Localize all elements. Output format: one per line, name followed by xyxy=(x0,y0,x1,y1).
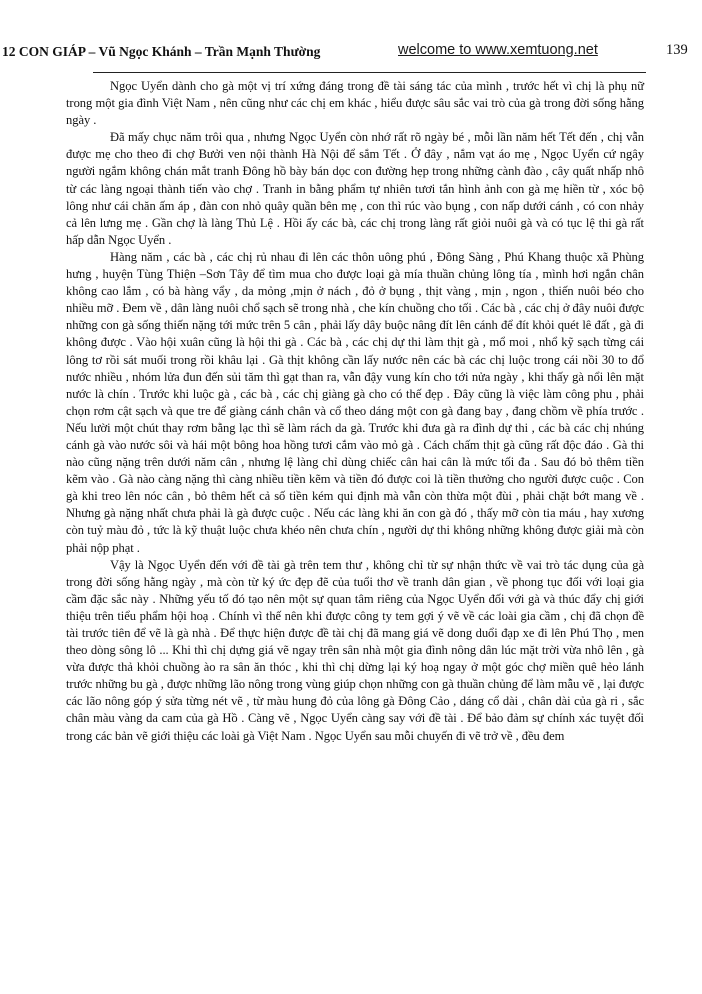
header-divider xyxy=(93,72,646,73)
website-link[interactable]: welcome to www.xemtuong.net xyxy=(398,42,598,58)
paragraph: Ngọc Uyển dành cho gà một vị trí xứng đáng trong đề tài sáng tác của mình , trước hết vì chị là phụ nữ trong một gia đình Việt Nam , nên cũng như các chị em khác , hiểu được sâu sắc vai trò của gà trong đời sống hằng ngày . xyxy=(66,79,644,128)
paragraph: Đã mấy chục năm trôi qua , nhưng Ngọc Uyển còn nhớ rất rõ ngày bé , mỗi lần năm hết Tết đến , chị vẫn được mẹ cho theo đi chợ Bưởi ven nội thành Hà Nội để sắm Tết . Ở đây , nắm vạt áo mẹ , Ngọc Uyển cứ ngây người ngắm không chán mắt tranh Đông hồ bày bán dọc con đường hẹp trong những cành đào , cây quất nhấp nhô từ các làng ngoại thành tiến vào chợ . Tranh in bằng phẩm tự nhiên tươi tắn hình ảnh con gà mẹ hiền từ , xóc bộ lông như cái chăn ấm áp , đàn con nhỏ quây quần bên mẹ , con thì rúc vào bụng , con nấp dưới cánh , có con nhảy cả lên lưng mẹ . Gần chợ là làng Thủ Lệ . Hồi ấy các bà, các chị trong làng rất giỏi nuôi gà và có tục lệ thi gà rất hấp dẫn Ngọc Uyển . xyxy=(66,130,644,247)
page-header xyxy=(0,0,702,60)
body-text xyxy=(66,78,644,745)
paragraph: Vậy là Ngọc Uyển đến với đề tài gà trên tem thư , không chỉ từ sự nhận thức về vai trò tác dụng của gà trong đời sống hằng ngày , mà còn từ ký ức đẹp đẽ của tuổi thơ về tranh dân gian , về phong tục đối với loại gia cầm đặc sắc này . Những yếu tố đó tạo nên một sự quan tâm riêng của Ngọc Uyển đối với gà và thúc đẩy chị giới thiệu trên tiểu phẩm hội hoạ . Chính vì thế nên khi được công ty tem gợi ý vẽ về các loài gia cầm , chị đã chọn đề tài trước tiên để vẽ là gà nhà . Để thực hiện được đề tài chị đã mang giá vẽ dong duổi đạp xe đi lên Phú Thọ , men theo dòng sông lô ... Khi thì chị dựng giá vẽ ngay trên sân nhà một gia đình nông dân lúc mặt trời vừa nhô lên , gà vừa được thả khỏi chuồng ào ra sân ăn thóc , khi thì chị dừng lại ký hoạ ngay ở một góc chợ miền quê hẻo lánh trước những bu gà , được những lão nông trong vùng giúp chọn những con gà thuần chủng để làm mẫu vẽ , lại được các lão nông góp ý sửa từng nét vẽ , từ màu hung đỏ của lông gà Đông Cảo , dáng cổ dài , chân dài của gà ri , sắc chân màu vàng da cam của gà Hồ . Càng vẽ , Ngọc Uyển càng say với đề tài . Để bảo đảm sự chính xác tuyệt đối trong các bản vẽ giới thiệu các loài gà Việt Nam . Ngọc Uyển sau mỗi chuyến đi vẽ trở về , đều đem xyxy=(66,557,644,743)
paragraph: Hàng năm , các bà , các chị rủ nhau đi lên các thôn uông phú , Đông Sàng , Phú Khang thuộc xã Phùng hưng , huyện Tùng Thiện –Sơn Tây để tìm mua cho được loại gà mía thuần chủng lông tía , mình hơi ngắn chân không cao lắm , có bà hàng vẩy , da mỏng ,mịn ở nách , đỏ ở bụng , thịt vàng , mịn , ngon , thiến nuôi béo cho nhiều mỡ . Đem về , dân làng nuôi chổ sạch sẽ trong nhà , che kín chuồng cho tối . Các bà , các chị ở đây nuôi được những con gà sống thiến nặng tới mức trên 5 cân , phải lấy dây buộc nâng đít lên cánh để đít khỏi quét lê đất , gà đi không được . Vào hội xuân cũng là hội thi gà . Các bà , các chị dự thi làm thịt gà , mổ moi , nhổ kỹ sạch từng cái lông tơ rồi sát muối trong rồi khâu lại . Gà thịt không cần lấy nước nên các bà các chị luộc trong cái nồi 30 to đổ nước nhiều , nhóm lửa đun đến sủi tăm thì gạt than ra, vẫn đậy vung kín cho tới nửa ngày , khi thấy gà nổi lên mặt nước là chín . Trước khi luộc gà , các bà , các chị giàng gà cho có thế đẹp . Đây cũng là việc làm công phu , phải chọn rơm cật sạch và que tre để giàng cánh chân và cổ theo dáng một con gà đang bay , đang chồm về phía trước . Nếu lười một chút thay rơm bằng lạc thì sẽ làm rách da gà. Trước khi đưa gà ra đình dự thi , các bà các chị nhúng cánh gà vào nước sôi và hái một bông hoa hồng tươi cắm vào mỏ gà . Cách chấm thịt gà cũng rất độc đáo . Gà thi nào cũng nặng trên dưới năm cân , nhưng lệ làng chỉ dùng chiếc cân hai cân là mức tối đa . Sau đó bỏ thêm tiền kẽm vào . Gà nào càng nặng thì càng nhiều tiền kẽm và tiền đó được coi là tiền thưởng cho người được cuộc . Con gà khi treo lên nóc cân , bỏ thêm hết cả số tiền kém qui định mà vẫn còn thừa một đùi , phải chặt bớt mang về . Nhưng gà nặng nhất chưa phải là gà được cuộc . Nếu các làng khi ăn con gà đó , thấy mỡ còn tia máu , hay xương còn tuỷ màu đỏ , tức là kỹ thuật luộc chưa khéo nên chưa chín , người dự thi không những không được giải mà còn phải nộp phạt . xyxy=(66,249,644,555)
page-number: 139 xyxy=(666,42,688,58)
book-title: 12 CON GIÁP – Vũ Ngọc Khánh – Trần Mạnh Thường xyxy=(2,44,321,59)
